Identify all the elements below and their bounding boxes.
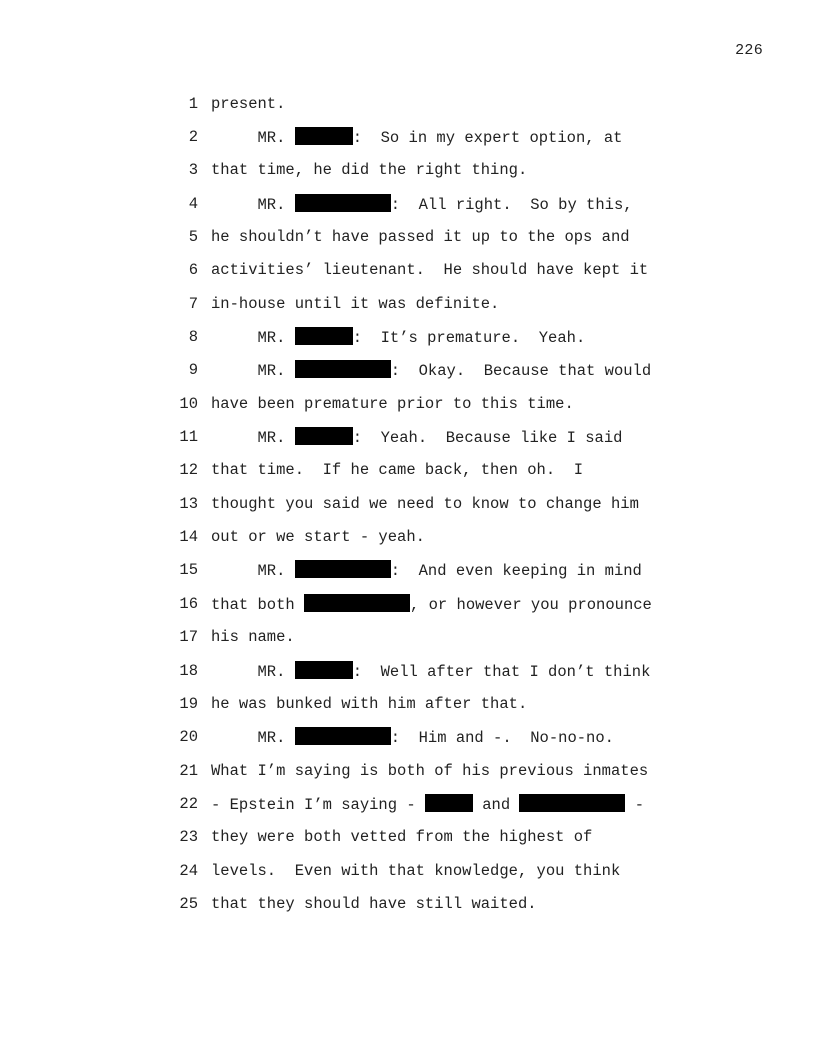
line-text — [211, 828, 592, 846]
transcript-line — [0, 320, 816, 353]
transcript-line — [0, 87, 816, 120]
line-text — [211, 295, 499, 313]
transcript-line — [0, 687, 816, 720]
text-segment: : It’s premature. Yeah. — [352, 329, 586, 348]
transcript-line — [0, 554, 816, 587]
transcript-line — [0, 454, 816, 487]
redaction-block — [295, 360, 391, 378]
transcript-line — [0, 187, 816, 220]
line-number: 1 — [188, 94, 198, 113]
line-text — [211, 695, 527, 713]
text-segment: What I’m saying is both of his previous inmates — [211, 761, 649, 780]
transcript-line — [0, 354, 816, 387]
transcript-line — [0, 154, 816, 187]
transcript-line — [0, 854, 816, 887]
transcript-line — [0, 721, 816, 754]
redaction-block — [295, 560, 391, 578]
text-segment: out or we start - yeah. — [211, 528, 425, 547]
line-number: 23 — [179, 828, 198, 847]
line-number: 4 — [188, 194, 198, 213]
line-text — [211, 762, 648, 780]
transcript-line — [0, 254, 816, 287]
transcript-line — [0, 787, 816, 820]
line-number: 20 — [179, 728, 198, 747]
text-segment: - — [625, 795, 645, 814]
text-segment: he was bunked with him after that. — [211, 694, 528, 713]
text-segment: MR. — [211, 429, 295, 448]
line-text — [211, 862, 620, 880]
line-number: 8 — [188, 328, 198, 347]
redaction-block — [295, 661, 353, 679]
line-text — [211, 727, 614, 747]
text-segment: that time, he did the right thing. — [211, 161, 528, 180]
line-text — [211, 528, 425, 546]
line-number: 24 — [179, 861, 198, 880]
line-number: 15 — [179, 561, 198, 580]
line-text — [211, 560, 642, 580]
redaction-block — [295, 194, 391, 212]
text-segment: levels. Even with that knowledge, you think — [211, 861, 621, 880]
text-segment: that both — [211, 595, 305, 614]
transcript-line — [0, 420, 816, 453]
redaction-block — [425, 794, 473, 812]
text-segment: : Him and -. No-no-no. — [390, 729, 614, 748]
line-number: 9 — [188, 361, 198, 380]
line-number: 12 — [179, 461, 198, 480]
transcript-line — [0, 887, 816, 920]
transcript-line — [0, 654, 816, 687]
text-segment: that time. If he came back, then oh. I — [211, 461, 584, 480]
line-text — [211, 495, 639, 513]
transcript-line — [0, 821, 816, 854]
line-text — [211, 194, 633, 214]
text-segment: : All right. So by this, — [390, 195, 633, 214]
text-segment: thought you said we need to know to change him — [211, 494, 639, 513]
line-number: 19 — [179, 694, 198, 713]
text-segment: : And even keeping in mind — [390, 562, 642, 581]
transcript-line — [0, 621, 816, 654]
line-number: 17 — [179, 628, 198, 647]
transcript-line — [0, 387, 816, 420]
page-number: 226 — [735, 42, 763, 59]
text-segment: MR. — [211, 129, 295, 148]
text-segment: in-house until it was definite. — [211, 294, 500, 313]
line-text — [211, 327, 585, 347]
line-text — [211, 127, 622, 147]
transcript-line — [0, 754, 816, 787]
text-segment: , or however you pronounce — [410, 595, 652, 614]
line-text — [211, 594, 652, 614]
line-text — [211, 895, 537, 913]
redaction-block — [295, 427, 353, 445]
text-segment: have been premature prior to this time. — [211, 394, 574, 413]
text-segment: : Yeah. Because like I said — [352, 429, 623, 448]
text-segment: - Epstein I’m saying - — [211, 795, 425, 814]
redaction-block — [295, 727, 391, 745]
line-text — [211, 95, 285, 113]
transcript-line — [0, 220, 816, 253]
transcript-line — [0, 120, 816, 153]
redaction-block — [295, 127, 353, 145]
line-number: 10 — [179, 394, 198, 413]
redaction-block — [519, 794, 625, 812]
line-text — [211, 161, 527, 179]
text-segment: his name. — [211, 628, 295, 647]
transcript-line — [0, 287, 816, 320]
line-number: 16 — [179, 594, 198, 613]
line-number: 13 — [179, 494, 198, 513]
text-segment: : Well after that I don’t think — [352, 662, 651, 681]
line-text — [211, 461, 583, 479]
line-number: 21 — [179, 761, 198, 780]
line-number: 2 — [188, 128, 198, 147]
line-text — [211, 794, 644, 814]
transcript-line — [0, 520, 816, 553]
line-number: 3 — [188, 161, 198, 180]
line-number: 18 — [179, 661, 198, 680]
redaction-block — [304, 594, 410, 612]
text-segment: he shouldn’t have passed it up to the ops and — [211, 228, 630, 247]
text-segment: that they should have still waited. — [211, 894, 537, 913]
text-segment: : So in my expert option, at — [352, 129, 623, 148]
line-text — [211, 628, 295, 646]
line-text — [211, 661, 650, 681]
text-segment: present. — [211, 94, 286, 113]
text-segment: MR. — [211, 195, 295, 214]
text-segment: MR. — [211, 329, 295, 348]
line-text — [211, 427, 622, 447]
transcript-line — [0, 487, 816, 520]
line-number: 25 — [179, 894, 198, 913]
line-number: 7 — [188, 294, 198, 313]
line-number: 22 — [179, 794, 198, 813]
text-segment: activities’ lieutenant. He should have kept it — [211, 261, 649, 280]
text-segment: MR. — [211, 729, 295, 748]
line-number: 6 — [188, 261, 198, 280]
line-text — [211, 228, 630, 246]
text-segment: : Okay. Because that would — [390, 362, 652, 381]
line-text — [211, 261, 648, 279]
text-segment: MR. — [211, 562, 295, 581]
redaction-block — [295, 327, 353, 345]
text-segment: MR. — [211, 362, 295, 381]
transcript-line — [0, 587, 816, 620]
line-number: 14 — [179, 528, 198, 547]
line-text — [211, 360, 651, 380]
text-segment: they were both vetted from the highest of — [211, 828, 593, 847]
text-segment: MR. — [211, 662, 295, 681]
transcript-body — [0, 87, 816, 921]
line-number: 11 — [179, 428, 198, 447]
line-number: 5 — [188, 228, 198, 247]
text-segment: and — [472, 795, 520, 814]
line-text — [211, 395, 574, 413]
